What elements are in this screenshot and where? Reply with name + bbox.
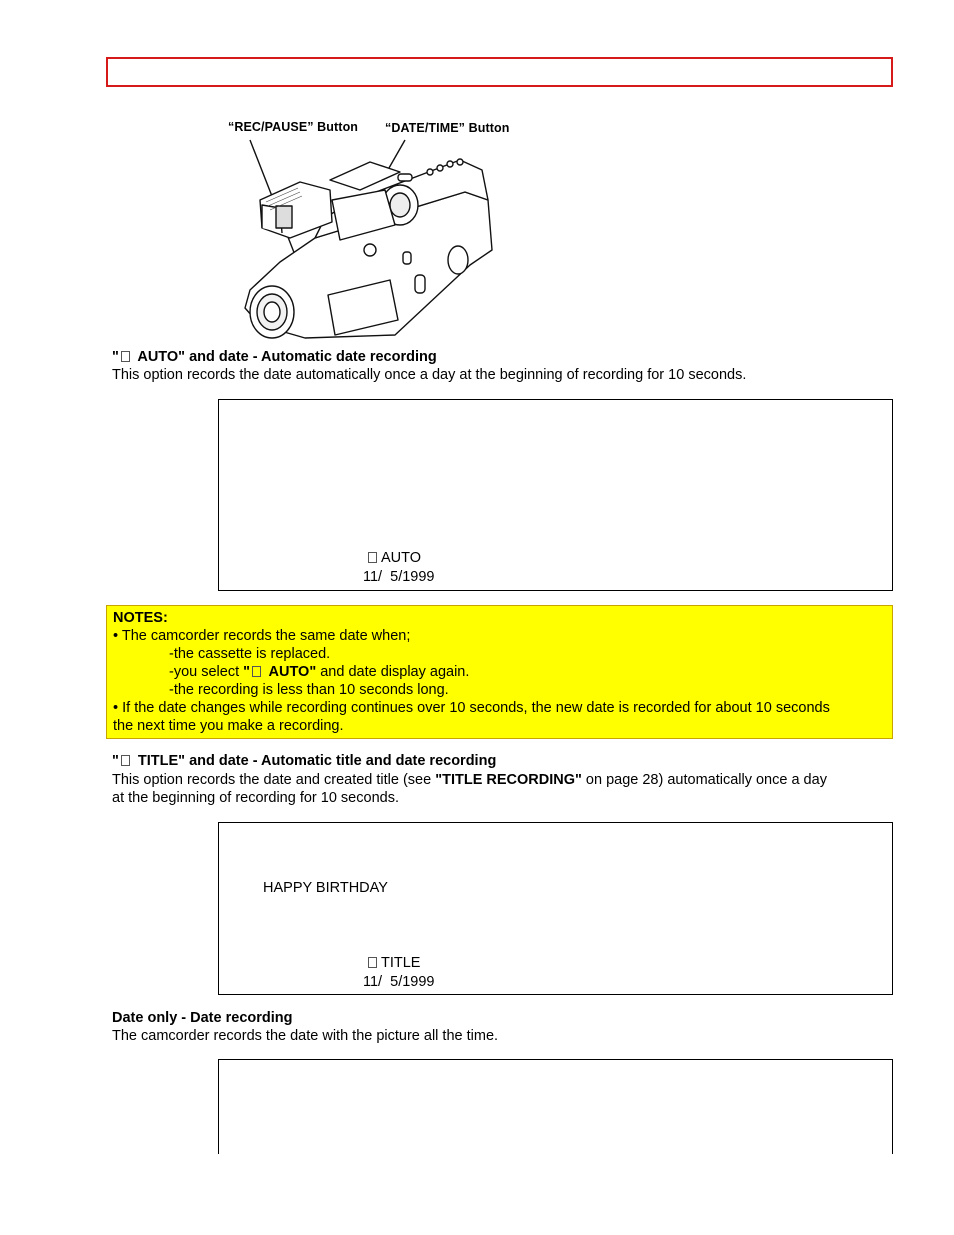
notes-bullet-1: • The camcorder records the same date when;: [113, 628, 411, 644]
screen-title-mode: TITLE: [366, 954, 420, 972]
header-box: [106, 57, 893, 87]
camcorder-figure: [220, 118, 530, 348]
mode-symbol-icon: [121, 755, 130, 766]
section-title-heading: " TITLE" and date - Automatic title and date recording: [112, 753, 497, 769]
mode-symbol-icon: [368, 552, 377, 563]
rec-pause-caption: “REC/PAUSE” Button: [228, 120, 359, 134]
notes-bullet-2-line-2: the next time you make a recording.: [113, 718, 344, 734]
notes-title: NOTES:: [113, 610, 168, 626]
notes-bullet-2-line-1: • If the date changes while recording continues over 10 seconds, the new date is recorded for about 10 seconds: [113, 700, 830, 716]
mode-symbol-icon: [121, 351, 130, 362]
mode-symbol-icon: [252, 666, 261, 677]
screen-auto-mode: AUTO: [366, 549, 421, 567]
date-time-caption: “DATE/TIME” Button: [385, 121, 510, 135]
screen-date-box: [218, 1059, 893, 1154]
screen-title-date: 11/ 5/1999: [363, 974, 435, 990]
section-auto-heading: " AUTO" and date - Automatic date recording: [112, 349, 437, 365]
screen-title-text: HAPPY BIRTHDAY: [263, 880, 388, 896]
section-date-heading: Date only - Date recording: [112, 1010, 293, 1026]
notes-item-3: -the recording is less than 10 seconds long.: [169, 682, 449, 698]
notes-item-1: -the cassette is replaced.: [169, 646, 331, 662]
screen-auto-box: [218, 399, 893, 591]
section-title-body-line-2: at the beginning of recording for 10 seconds.: [112, 790, 399, 806]
mode-symbol-icon: [368, 957, 377, 968]
screen-title-box: [218, 822, 893, 995]
section-title-body-line-1: This option records the date and created title (see "TITLE RECORDING" on page 28) automatically once a day: [112, 772, 827, 788]
section-date-body: The camcorder records the date with the picture all the time.: [112, 1028, 499, 1044]
screen-auto-date: 11/ 5/1999: [363, 569, 435, 585]
notes-box: [106, 605, 893, 739]
section-auto-body: This option records the date automatically once a day at the beginning of recording for 10 seconds.: [112, 367, 747, 383]
camcorder-illustration: [220, 130, 520, 345]
notes-item-2: -you select " AUTO" and date display again.: [169, 664, 470, 680]
